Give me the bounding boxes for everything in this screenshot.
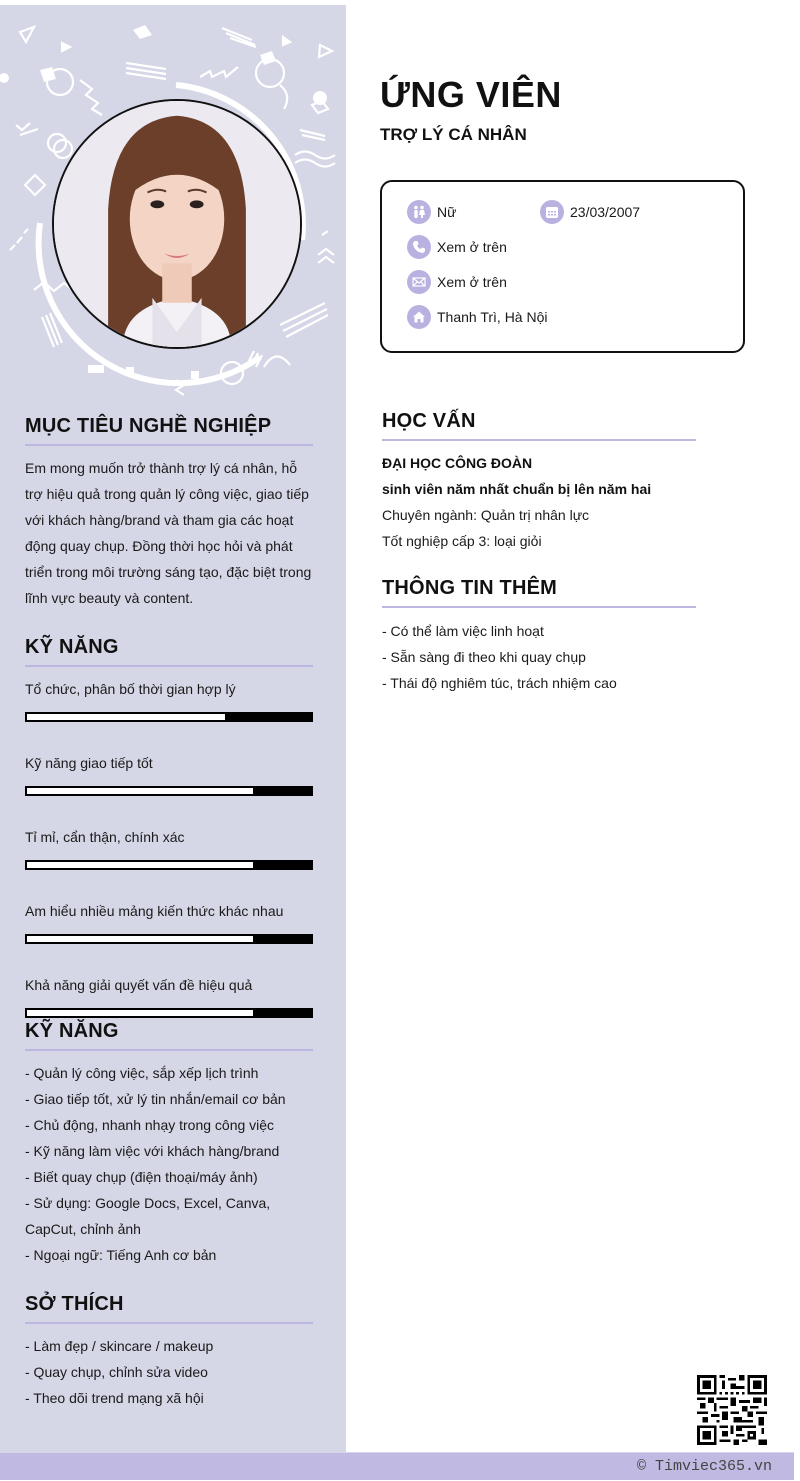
- hobby-item: - Quay chụp, chỉnh sửa video: [25, 1364, 208, 1380]
- address-row: [407, 305, 548, 329]
- additional-info-item: - Thái độ nghiêm túc, trách nhiệm cao: [382, 675, 617, 691]
- skill-name: Tỉ mỉ, cẩn thận, chính xác: [25, 829, 185, 845]
- gender-value: Nữ: [437, 204, 457, 220]
- skill-progress-bar: [25, 1008, 313, 1018]
- education-section: [382, 408, 696, 554]
- birthday-value: 23/03/2007: [570, 204, 641, 220]
- skill-bar-item: [25, 900, 313, 944]
- education-title: HỌC VẤN: [382, 408, 696, 441]
- skill-list-item: - Giao tiếp tốt, xử lý tin nhắn/email cơ bản: [25, 1091, 286, 1107]
- skill-list-item: - Quản lý công việc, sắp xếp lịch trình: [25, 1065, 259, 1081]
- calendar-icon: [540, 200, 564, 224]
- skill-list-item: - Kỹ năng làm việc với khách hàng/brand: [25, 1143, 280, 1159]
- skill-progress-fill: [25, 934, 255, 944]
- education-status: sinh viên năm nhất chuẩn bị lên năm hai: [382, 481, 652, 497]
- skill-progress-bar: [25, 712, 313, 722]
- contact-box: [380, 180, 745, 353]
- skill-list-item: - Sử dụng: Google Docs, Excel, Canva, CapCut, chỉnh ảnh: [25, 1195, 271, 1237]
- hobbies-section: [25, 1291, 313, 1411]
- skill-progress-fill: [25, 786, 255, 796]
- job-title: TRỢ LÝ CÁ NHÂN: [380, 125, 527, 144]
- additional-info-title: THÔNG TIN THÊM: [382, 575, 696, 608]
- skill-progress-fill: [25, 712, 227, 722]
- skill-bar-item: [25, 826, 313, 870]
- objective-title: MỤC TIÊU NGHỀ NGHIỆP: [25, 413, 313, 446]
- skills-list: [25, 1060, 313, 1268]
- additional-info-item: - Có thể làm việc linh hoạt: [382, 623, 544, 639]
- skill-name: Kỹ năng giao tiếp tốt: [25, 755, 153, 771]
- education-major: Chuyên ngành: Quản trị nhân lực: [382, 507, 590, 523]
- skill-bar-item: [25, 678, 313, 722]
- skill-bars-title: KỸ NĂNG: [25, 634, 313, 667]
- skill-list-item: - Biết quay chụp (điện thoại/máy ảnh): [25, 1169, 258, 1185]
- skill-list-item: - Chủ động, nhanh nhạy trong công việc: [25, 1117, 275, 1133]
- skill-bar-item: [25, 974, 313, 1018]
- skill-bar-item: [25, 752, 313, 796]
- skill-name: Am hiểu nhiều mảng kiến thức khác nhau: [25, 903, 284, 919]
- additional-info-item: - Sẵn sàng đi theo khi quay chụp: [382, 649, 586, 665]
- qr-code: [697, 1375, 767, 1445]
- portrait-image: [54, 101, 300, 347]
- hobby-item: - Làm đẹp / skincare / makeup: [25, 1338, 214, 1354]
- education-school: ĐẠI HỌC CÔNG ĐOÀN: [382, 455, 533, 471]
- hobby-item: - Theo dõi trend mạng xã hội: [25, 1390, 204, 1406]
- skills-list-section: [25, 1018, 313, 1268]
- email-icon: [407, 270, 431, 294]
- education-highschool: Tốt nghiệp cấp 3: loại giỏi: [382, 533, 542, 549]
- gender-row: [407, 200, 456, 224]
- sidebar: [0, 5, 346, 1452]
- skill-progress-fill: [25, 1008, 255, 1018]
- skill-name: Tổ chức, phân bố thời gian hợp lý: [25, 681, 236, 697]
- objective-text: Em mong muốn trở thành trợ lý cá nhân, hỗ trợ hiệu quả trong quản lý công việc, giao tiếp với khách hàng/brand và tham gia các hoạt động quay chụp. Đồng thời học hỏi và phát triển trong môi trường sáng tạo, đặc biệt trong lĩnh vực beauty và content.: [25, 460, 312, 606]
- objective-section: [25, 413, 313, 611]
- home-icon: [407, 305, 431, 329]
- skill-bars-list: [25, 678, 313, 1018]
- hobbies-title: SỞ THÍCH: [25, 1291, 313, 1324]
- additional-info-list: [382, 618, 696, 696]
- skill-progress-bar: [25, 934, 313, 944]
- skill-bars-section: [25, 634, 313, 1048]
- candidate-name: ỨNG VIÊN: [380, 74, 562, 115]
- avatar: [52, 99, 302, 349]
- email-row: [407, 270, 507, 294]
- skill-progress-fill: [25, 860, 255, 870]
- birthday-row: [540, 200, 640, 224]
- skill-progress-bar: [25, 786, 313, 796]
- skill-list-item: - Ngoại ngữ: Tiếng Anh cơ bản: [25, 1247, 217, 1263]
- email-value: Xem ở trên: [437, 274, 507, 290]
- skills-list-title: KỸ NĂNG: [25, 1018, 313, 1051]
- gender-icon: [407, 200, 431, 224]
- hobbies-list: [25, 1333, 313, 1411]
- additional-info-section: [382, 575, 696, 696]
- footer-copyright[interactable]: © Timviec365.vn: [636, 1458, 772, 1475]
- phone-icon: [407, 235, 431, 259]
- phone-value: Xem ở trên: [437, 239, 507, 255]
- phone-row: [407, 235, 507, 259]
- skill-name: Khả năng giải quyết vấn đề hiệu quả: [25, 977, 253, 993]
- skill-progress-bar: [25, 860, 313, 870]
- address-value: Thanh Trì, Hà Nội: [437, 309, 548, 325]
- footer: [0, 1452, 794, 1480]
